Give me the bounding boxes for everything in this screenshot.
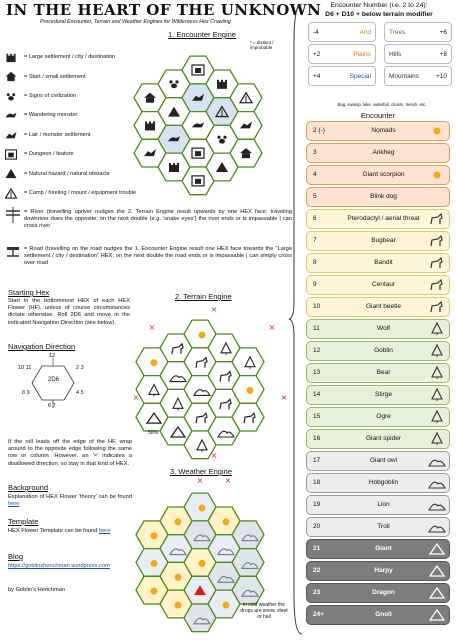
encounter-name: Giant owl (369, 457, 398, 465)
legend-label: = Start / small settlement (24, 73, 86, 80)
dungeon-icon (4, 149, 18, 160)
encounter-number: 3 (313, 149, 317, 157)
legend-label: = Wandering monster (24, 112, 78, 119)
wanderer-icon (4, 110, 18, 121)
encounter-number: 14 (313, 391, 321, 399)
background-link[interactable]: here (8, 501, 20, 508)
tree-icon (428, 322, 446, 336)
encounter-row (306, 253, 450, 273)
castle-icon (217, 80, 227, 89)
encounter-name: Blink dog (370, 193, 397, 201)
river-icon (4, 205, 22, 225)
encounter-row (306, 517, 450, 537)
sun-icon (175, 574, 182, 581)
sun-icon (151, 560, 158, 567)
encounter-row (306, 341, 450, 361)
encounter-name: Giant beetle (365, 303, 402, 311)
blank-icon (428, 146, 446, 160)
disallowed-mark: × (268, 323, 276, 332)
encounter-number: 24+ (313, 611, 325, 619)
encounter-row (306, 297, 450, 317)
nav-top: 12 (49, 353, 56, 359)
hazard-icon (4, 168, 18, 179)
tree-icon (428, 410, 446, 424)
encounter-row (306, 473, 450, 493)
legend-label: = Natural hazard / natural obstacle (24, 170, 110, 177)
modifier-value: -4 (313, 28, 319, 36)
encounter-row (306, 539, 450, 559)
modifier-value: +2 (313, 50, 321, 58)
house-icon (4, 71, 18, 82)
encounter-number: 15 (313, 413, 321, 421)
modifier-label: Mountains (389, 72, 419, 80)
disallowed-mark: × (224, 476, 232, 485)
sun-icon (247, 387, 254, 394)
horse-icon (428, 234, 446, 248)
mountain-icon (428, 542, 446, 556)
river-text: = River (travelling upriver nudges the 2. Terrain Engine result upwards by one HEX face; traveling downriver does the opposite; on the next double (e.g. ‘snake eyes’) the river ends or is impassable | can cross river (24, 209, 292, 230)
encounter-number: 16 (313, 435, 321, 443)
blank-icon (428, 190, 446, 204)
sun-icon (428, 124, 446, 138)
background-heading: Background (8, 483, 49, 492)
encounter-number-formula: D6 + D10 + below terrain modifier (325, 11, 433, 18)
encounter-number: 5 (313, 193, 317, 201)
encounter-number: 10 (313, 303, 321, 311)
encounter-number: 8 (313, 259, 317, 267)
terrain-modifier (308, 44, 376, 64)
paw-icon (4, 91, 18, 102)
starting-hex-text: Start in the bottommost HEX of each HEX Flower (HF), unless of course circumstances dictate otherwise. Roll 2D6 and move in the indicated Navigation Direction (see below). (8, 298, 130, 326)
terrain-engine-title: 2. Terrain Engine (175, 292, 232, 301)
disallowed-mark: × (210, 451, 218, 460)
encounter-number: 7 (313, 237, 317, 245)
encounter-name: Bugbear (371, 237, 396, 245)
legend-label: = Large settlement / city / destination (24, 54, 116, 61)
terrain-modifier (308, 22, 376, 42)
modifier-label: Arid (359, 28, 371, 36)
dragon-icon (4, 130, 18, 141)
modifier-value: +10 (435, 72, 447, 80)
nav-bottom-left: 8 9 (22, 390, 30, 396)
disallowed-mark: × (132, 393, 140, 402)
encounter-row (306, 143, 450, 163)
sun-icon (175, 601, 182, 608)
encounter-row (306, 121, 450, 141)
blog-heading: Blog (8, 552, 24, 561)
terrain-hex-flower (132, 302, 288, 464)
weather-engine-title: 3. Weather Engine (170, 467, 232, 476)
encounter-number: 12 (313, 347, 321, 355)
castle-icon (4, 52, 18, 63)
encounter-number: 19 (313, 501, 321, 509)
encounter-name: Giant spider (365, 435, 402, 443)
encounter-number: 9 (313, 281, 317, 289)
encounter-name: Nomads (371, 127, 396, 135)
navigation-heading: Navigation Direction (8, 342, 76, 351)
background-text: Explanation of HEX Flower ‘theory’ can be found here (8, 494, 132, 508)
encounter-name: Giant (375, 545, 392, 553)
encounter-number: 22 (313, 567, 321, 575)
encounter-row (306, 319, 450, 339)
sun-icon (199, 560, 206, 567)
disallowed-mark: × (196, 476, 204, 485)
nav-bottom-right: 4 5 (76, 390, 84, 396)
weather-note: in cold weather the drops are snow, sleet or hail (240, 602, 288, 620)
legend-label: = Lair / monster settlement (24, 131, 91, 138)
encounter-row (306, 561, 450, 581)
encounter-name: Dragon (372, 589, 395, 597)
disallowed-mark: × (148, 323, 156, 332)
horse-icon (428, 256, 446, 270)
road-text: = Road (travelling on the road nudges the 1. Encounter Engine result one HEX face towards the “Large settlement / city / destination” HEX; on the next double the road ends or is impassable | can simply cross over road (24, 246, 292, 267)
sun-icon (223, 518, 230, 525)
encounter-row (306, 451, 450, 471)
encounter-name: Bear (376, 369, 391, 377)
encounter-row (306, 583, 450, 603)
tree-icon (428, 388, 446, 402)
modifier-value: +8 (439, 50, 447, 58)
legend-label: = Camp / hireling / mount / equipment trouble (24, 190, 137, 197)
horse-icon (428, 278, 446, 292)
encounter-name: Wolf (377, 325, 390, 333)
encounter-row (306, 209, 450, 229)
terrain-modifier (384, 22, 452, 42)
nav-top-left: 10 11 (18, 365, 32, 371)
encounter-name: Centaur (371, 281, 396, 289)
encounter-number: 23 (313, 589, 321, 597)
encounter-number: 11 (313, 325, 320, 333)
sun-icon (151, 532, 158, 539)
encounter-engine-title: 1. Encounter Engine (168, 30, 236, 39)
camp-icon (4, 188, 18, 199)
encounter-row (306, 165, 450, 185)
modifier-value: +6 (439, 28, 447, 36)
blog-author: by Goblin’s Henchman (8, 587, 66, 593)
sun-icon (199, 505, 206, 512)
encounter-row (306, 187, 450, 207)
encounter-row (306, 429, 450, 449)
encounter-number: 21 (313, 545, 321, 553)
encounter-table-header: Encounter (360, 111, 396, 120)
special-note: Bog, swamp, lake, waterfall, chasm, trench, etc. (337, 102, 427, 107)
encounter-name: Lion (377, 501, 390, 509)
template-heading: Template (8, 517, 39, 526)
modifier-label: Trees (389, 28, 406, 36)
hill-icon (428, 498, 446, 512)
encounter-number: 17 (313, 457, 321, 465)
tree-icon (428, 432, 446, 446)
encounter-row (306, 363, 450, 383)
terrain-modifier (308, 66, 376, 86)
encounter-row (306, 407, 450, 427)
encounter-hex-flower (130, 40, 288, 205)
mountain-icon (428, 564, 446, 578)
terrain-modifier (384, 66, 452, 86)
disallowed-mark: × (210, 305, 218, 314)
tree-icon (428, 344, 446, 358)
mountain-icon (428, 586, 446, 600)
legend-label: = Signs of civilization (24, 93, 77, 100)
encounter-row (306, 231, 450, 251)
nav-bottom: 6 7 (48, 403, 56, 409)
horse-icon (428, 212, 446, 226)
sun-icon (223, 601, 230, 608)
modifier-label: Special (349, 72, 371, 80)
castle-icon (145, 121, 155, 130)
sun-icon (199, 332, 206, 339)
encounter-number: 6 (313, 215, 317, 223)
nav-top-right: 2 3 (76, 365, 84, 371)
page-subtitle: Procedural Encounter, Terrain and Weather Engines for Wilderness Hex Crawling (40, 19, 231, 25)
encounter-name: Goblin (374, 347, 393, 355)
encounter-number-heading: Encounter Number (i.e. 2 to 24): (330, 2, 428, 9)
encounter-number: 18 (313, 479, 321, 487)
page-title: IN THE HEART OF THE UNKNOWN (6, 1, 322, 19)
encounter-row (306, 385, 450, 405)
encounter-name: Troll (377, 523, 390, 531)
terrain-modifier (384, 44, 452, 64)
modifier-label: Hills (389, 50, 402, 58)
encounter-number: 4 (313, 171, 317, 179)
encounter-name: Harpy (374, 567, 393, 575)
encounter-name: Pterodactyl / aerial threat (347, 215, 420, 223)
encounter-number: 20 (313, 523, 321, 531)
starting-hex-heading: Starting Hex (8, 288, 50, 297)
encounter-name: Ankheg (372, 149, 395, 157)
sun-icon (428, 168, 446, 182)
disallowed-mark: × (280, 393, 288, 402)
sun-icon (151, 359, 158, 366)
hill-icon (428, 520, 446, 534)
encounter-number: 2 (-) (313, 127, 325, 135)
modifier-label: Plains (353, 50, 371, 58)
castle-icon (169, 163, 179, 172)
mountain-icon (428, 608, 446, 622)
template-link[interactable]: here (98, 528, 111, 534)
encounter-row (306, 495, 450, 515)
legend-label: = Dungeon / feature (24, 151, 74, 158)
encounter-row (306, 605, 450, 625)
encounter-name: Bandit (374, 259, 393, 267)
encounter-row (306, 275, 450, 295)
horse-icon (428, 300, 446, 314)
hill-icon (428, 454, 446, 468)
tree-icon (428, 366, 446, 380)
encounter-number: 13 (313, 369, 321, 377)
nav-center: 2D6 (48, 377, 60, 383)
wrap-text: If the roll leads off the edge of the HF, wrap around to the opposite edge following the same row or column. However, an ‘×’ indicates a disallowed direction, so stay in that kind of HEX. (8, 439, 132, 467)
encounter-name: Gnoll (375, 611, 392, 619)
table-bracket (288, 2, 304, 636)
encounter-name: Hobgoblin (368, 479, 399, 487)
sun-icon (175, 518, 182, 525)
road-icon (4, 244, 22, 260)
blog-link[interactable]: https://goblinshenchman.wordpress.com (8, 563, 110, 569)
encounter-name: Stirge (375, 391, 392, 399)
modifier-value: +4 (313, 72, 321, 80)
template-text: HEX Flower Template can be found here (8, 528, 111, 534)
distinct-note: * = distinct / improbable (250, 40, 274, 50)
encounter-name: Ogre (376, 413, 391, 421)
terrain-percent: 50% (148, 430, 159, 436)
sun-icon (151, 588, 158, 595)
encounter-name: Giant scorpion (362, 171, 405, 179)
hill-icon (428, 476, 446, 490)
